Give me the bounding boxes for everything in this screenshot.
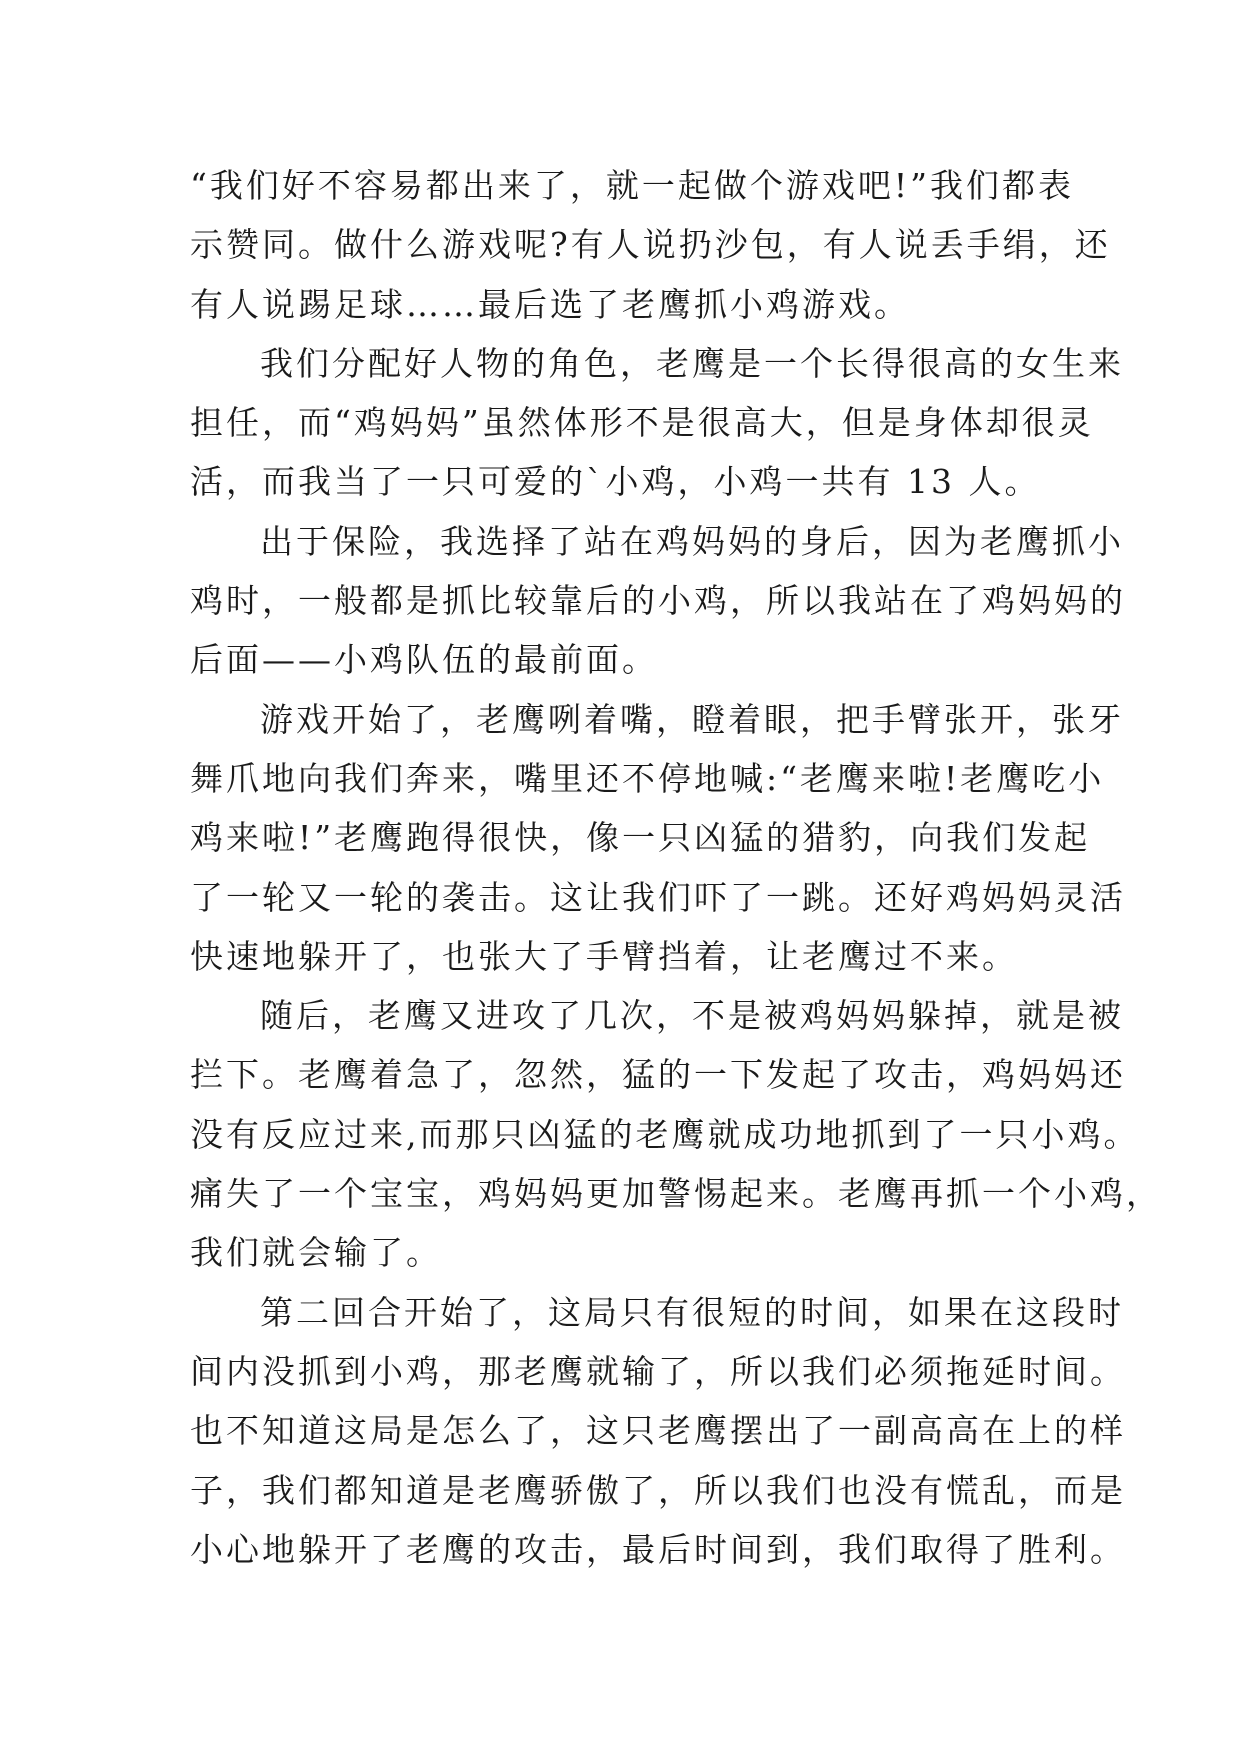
paragraph-first-line: 游戏开始了，老鹰咧着嘴，瞪着眼，把手臂张开，张牙	[260, 699, 1124, 739]
paragraph-first-line: 第二回合开始了，这局只有很短的时间，如果在这段时	[260, 1292, 1124, 1332]
text-line: 子，我们都知道是老鹰骄傲了，所以我们也没有慌乱，而是	[190, 1470, 1126, 1510]
document-body	[190, 156, 1162, 1579]
text-line: 拦下。老鹰着急了，忽然，猛的一下发起了攻击，鸡妈妈还	[190, 1055, 1126, 1095]
text-line: “我们好不容易都出来了，就一起做个游戏吧!”我们都表	[190, 166, 1075, 205]
text-line: 活，而我当了一只可爱的`小鸡，小鸡一共有 13 人。	[190, 462, 1041, 502]
text-line: 有人说踢足球……最后选了老鹰抓小鸡游戏。	[190, 284, 910, 324]
text-line: 痛失了一个宝宝，鸡妈妈更加警惕起来。老鹰再抓一个小鸡，	[190, 1174, 1162, 1214]
paragraph-first-line: 出于保险，我选择了站在鸡妈妈的身后，因为老鹰抓小	[260, 521, 1124, 561]
text-line: 担任，而“鸡妈妈”虽然体形不是很高大，但是身体却很灵	[190, 403, 1094, 443]
text-line: 快速地躲开了，也张大了手臂挡着，让老鹰过不来。	[190, 936, 1018, 976]
text-line: 也不知道这局是怎么了，这只老鹰摆出了一副高高在上的样	[190, 1411, 1126, 1451]
text-line: 示赞同。做什么游戏呢?有人说扔沙包，有人说丢手绢，还	[190, 225, 1111, 265]
text-line: 舞爪地向我们奔来，嘴里还不停地喊:“老鹰来啦!老鹰吃小	[190, 758, 1105, 798]
text-line: 后面——小鸡队伍的最前面。	[190, 640, 658, 680]
text-line: 鸡时，一般都是抓比较靠后的小鸡，所以我站在了鸡妈妈的	[190, 581, 1126, 621]
text-line: 没有反应过来,而那只凶猛的老鹰就成功地抓到了一只小鸡。	[190, 1114, 1140, 1154]
text-line: 了一轮又一轮的袭击。这让我们吓了一跳。还好鸡妈妈灵活	[190, 877, 1126, 917]
paragraph-first-line: 我们分配好人物的角色，老鹰是一个长得很高的女生来	[260, 343, 1124, 383]
text-line: 鸡来啦!”老鹰跑得很快，像一只凶猛的猎豹，向我们发起	[190, 818, 1091, 858]
paragraph-first-line: 随后，老鹰又进攻了几次，不是被鸡妈妈躲掉，就是被	[260, 996, 1124, 1036]
text-line: 间内没抓到小鸡，那老鹰就输了，所以我们必须拖延时间。	[190, 1351, 1126, 1391]
text-line: 我们就会输了。	[190, 1233, 442, 1273]
text-line: 小心地躲开了老鹰的攻击，最后时间到，我们取得了胜利。	[190, 1529, 1126, 1569]
